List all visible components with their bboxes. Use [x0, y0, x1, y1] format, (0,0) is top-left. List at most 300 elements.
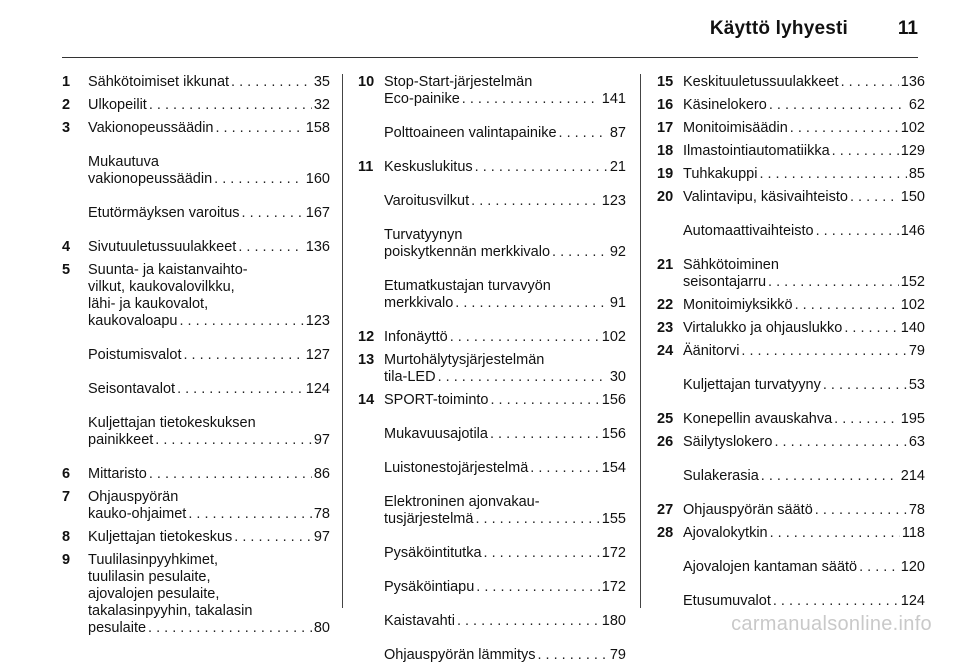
entry-body: [88, 120, 330, 137]
entry-label: Polttoaineen valintapainike: [384, 125, 557, 141]
entry-page-link[interactable]: 97: [313, 432, 330, 448]
index-column-2: [358, 74, 626, 664]
entry-page-link[interactable]: 124: [900, 593, 925, 609]
entry-body: [683, 434, 925, 451]
entry-label: Poistumisvalot: [88, 347, 182, 363]
dot-leader: [823, 377, 907, 394]
entry-line: [683, 502, 925, 519]
entry-page-link[interactable]: 78: [313, 506, 330, 522]
index-entry[interactable]: [358, 460, 626, 477]
dot-leader: [841, 74, 899, 91]
entry-number: 27: [657, 502, 674, 518]
entry-label: Valintavipu, käsivaihteisto: [683, 189, 848, 205]
index-entry[interactable]: [62, 97, 330, 114]
entry-body: [88, 262, 330, 330]
entry-line: [683, 97, 925, 114]
entry-body: [384, 460, 626, 477]
entry-line: [683, 525, 925, 542]
entry-line: [384, 295, 626, 312]
entry-label: merkkivalo: [384, 295, 454, 311]
entry-label: Ajovalokytkin: [683, 525, 768, 541]
entry-body: [88, 489, 330, 523]
entry-line: [683, 377, 925, 394]
entry-page-link[interactable]: 102: [900, 120, 925, 136]
entry-page-link[interactable]: 21: [609, 159, 626, 175]
index-entry[interactable]: [358, 74, 626, 108]
entry-label: Säilytyslokero: [683, 434, 773, 450]
dot-leader: [490, 426, 600, 443]
index-column-3: [657, 74, 925, 610]
entry-page-link[interactable]: 78: [908, 502, 925, 518]
entry-page-link[interactable]: 172: [601, 579, 626, 595]
dot-leader: [815, 502, 907, 519]
entry-body: [384, 426, 626, 443]
entry-page-link[interactable]: 97: [313, 529, 330, 545]
index-entry[interactable]: [657, 297, 925, 314]
entry-number: 20: [657, 189, 674, 205]
entry-number: 24: [657, 343, 674, 359]
entry-line: [683, 223, 925, 240]
index-entry[interactable]: [358, 426, 626, 443]
entry-line: [384, 227, 626, 244]
entry-line: [88, 529, 330, 546]
index-entry[interactable]: [358, 494, 626, 528]
dot-leader: [462, 91, 600, 108]
dot-leader: [231, 74, 312, 91]
entry-page-link[interactable]: 167: [305, 205, 330, 221]
index-entry[interactable]: [657, 320, 925, 337]
entry-label: Keskituuletussuulakkeet: [683, 74, 839, 90]
entry-page-link[interactable]: 136: [305, 239, 330, 255]
entry-body: [683, 120, 925, 137]
dot-leader: [759, 166, 906, 183]
entry-label: Murtohälytysjärjestelmän: [384, 352, 545, 368]
entry-label: Suunta- ja kaistanvaihto-: [88, 262, 248, 278]
dot-leader: [484, 545, 600, 562]
dot-leader: [559, 125, 608, 142]
entry-line: [683, 593, 925, 610]
index-entry[interactable]: [358, 193, 626, 210]
entry-line: [88, 279, 330, 296]
entry-page-link[interactable]: 124: [305, 381, 330, 397]
entry-label: Ajovalojen kantaman säätö: [683, 559, 858, 575]
entry-body: [88, 154, 330, 188]
dot-leader: [770, 525, 900, 542]
entry-label: Sivutuuletussuulakkeet: [88, 239, 237, 255]
index-entry[interactable]: [62, 489, 330, 523]
entry-body: [88, 74, 330, 91]
entry-line: [88, 432, 330, 449]
entry-number: 22: [657, 297, 674, 313]
entry-number: 5: [62, 262, 71, 278]
entry-page-link[interactable]: 85: [908, 166, 925, 182]
dot-leader: [774, 434, 906, 451]
dot-leader: [795, 297, 899, 314]
entry-number: 28: [657, 525, 674, 541]
entry-label: vilkut, kaukovalovilkku,: [88, 279, 235, 295]
entry-label: vakionopeussäädin: [88, 171, 213, 187]
entry-line: [384, 278, 626, 295]
entry-number: 19: [657, 166, 674, 182]
entry-number: 2: [62, 97, 71, 113]
index-entry[interactable]: [657, 166, 925, 183]
entry-label: Sähkötoiminen: [683, 257, 779, 273]
dot-leader: [214, 171, 304, 188]
entry-label: Stop-Start-järjestelmän: [384, 74, 533, 90]
entry-number: 25: [657, 411, 674, 427]
entry-number: 12: [358, 329, 375, 345]
watermark: carmanualsonline.info: [731, 613, 932, 635]
dot-leader: [455, 295, 608, 312]
index-entry[interactable]: [657, 411, 925, 428]
entry-line: [683, 468, 925, 485]
entry-body: [88, 529, 330, 546]
entry-body: [683, 559, 925, 576]
index-entry[interactable]: [358, 159, 626, 176]
index-entry[interactable]: [657, 223, 925, 240]
entry-line: [88, 120, 330, 137]
entry-page-link[interactable]: 102: [601, 329, 626, 345]
entry-page-link[interactable]: 35: [313, 74, 330, 90]
dot-leader: [148, 620, 312, 637]
index-entry[interactable]: [62, 262, 330, 330]
entry-page-link[interactable]: 123: [601, 193, 626, 209]
entry-body: [384, 193, 626, 210]
entry-page-link[interactable]: 140: [900, 320, 925, 336]
dot-leader: [538, 647, 608, 664]
entry-line: [88, 97, 330, 114]
entry-line: [88, 586, 330, 603]
entry-page-link[interactable]: 152: [900, 274, 925, 290]
index-entry[interactable]: [657, 468, 925, 485]
entry-page-link[interactable]: 92: [609, 244, 626, 260]
entry-label: Keskuslukitus: [384, 159, 473, 175]
entry-line: [88, 489, 330, 506]
entry-body: [384, 227, 626, 261]
entry-line: [384, 613, 626, 630]
entry-label: pesulaite: [88, 620, 147, 636]
entry-label: Kaistavahti: [384, 613, 455, 629]
entry-body: [683, 189, 925, 206]
entry-body: [88, 205, 330, 222]
entry-body: [88, 466, 330, 483]
dot-leader: [234, 529, 312, 546]
entry-body: [88, 347, 330, 364]
entry-body: [683, 468, 925, 485]
dot-leader: [859, 559, 899, 576]
header-divider: [62, 57, 918, 58]
entry-line: [384, 329, 626, 346]
entry-line: [88, 171, 330, 188]
entry-number: 14: [358, 392, 375, 408]
index-entry[interactable]: [657, 502, 925, 519]
entry-page-link[interactable]: 155: [601, 511, 626, 527]
index-entry[interactable]: [358, 278, 626, 312]
dot-leader: [238, 239, 303, 256]
entry-label: Ohjauspyörän: [88, 489, 179, 505]
entry-page-link[interactable]: 160: [305, 171, 330, 187]
entry-label: Mukavuusajotila: [384, 426, 488, 442]
entry-page-link[interactable]: 63: [908, 434, 925, 450]
entry-number: 23: [657, 320, 674, 336]
entry-page-link[interactable]: 62: [908, 97, 925, 113]
dot-leader: [552, 244, 608, 261]
index-entry[interactable]: [358, 647, 626, 664]
entry-line: [88, 603, 330, 620]
entry-line: [88, 313, 330, 330]
entry-number: 17: [657, 120, 674, 136]
dot-leader: [450, 329, 600, 346]
entry-page-link[interactable]: 87: [609, 125, 626, 141]
entry-line: [683, 320, 925, 337]
index-entry[interactable]: [657, 593, 925, 610]
entry-label: Mukautuva: [88, 154, 159, 170]
dot-leader: [844, 320, 898, 337]
entry-line: [88, 552, 330, 569]
entry-line: [88, 466, 330, 483]
entry-line: [683, 274, 925, 291]
entry-label: Ohjauspyörän lämmitys: [384, 647, 536, 663]
index-entry[interactable]: [358, 352, 626, 386]
index-entry[interactable]: [62, 381, 330, 398]
dot-leader: [177, 381, 304, 398]
entry-body: [683, 593, 925, 610]
entry-page-link[interactable]: 32: [313, 97, 330, 113]
index-entry[interactable]: [657, 74, 925, 91]
entry-label: Luistonestojärjestelmä: [384, 460, 529, 476]
entry-body: [384, 352, 626, 386]
index-entry[interactable]: [62, 239, 330, 256]
entry-line: [384, 545, 626, 562]
entry-label: painikkeet: [88, 432, 154, 448]
dot-leader: [790, 120, 899, 137]
entry-body: [384, 545, 626, 562]
entry-line: [88, 506, 330, 523]
index-entry[interactable]: [657, 257, 925, 291]
entry-page-link[interactable]: 79: [908, 343, 925, 359]
dot-leader: [180, 313, 304, 330]
entry-line: [384, 579, 626, 596]
entry-number: 18: [657, 143, 674, 159]
entry-page-link[interactable]: 154: [601, 460, 626, 476]
entry-line: [384, 352, 626, 369]
entry-line: [683, 297, 925, 314]
index-entry[interactable]: [62, 552, 330, 637]
entry-page-link[interactable]: 141: [601, 91, 626, 107]
dot-leader: [834, 411, 899, 428]
entry-page-link[interactable]: 91: [609, 295, 626, 311]
entry-page-link[interactable]: 102: [900, 297, 925, 313]
entry-line: [384, 74, 626, 91]
entry-line: [683, 166, 925, 183]
index-entry[interactable]: [657, 559, 925, 576]
index-entry[interactable]: [657, 377, 925, 394]
entry-page-link[interactable]: 214: [900, 468, 925, 484]
dot-leader: [773, 593, 899, 610]
index-entry[interactable]: [358, 579, 626, 596]
entry-line: [683, 343, 925, 360]
entry-page-link[interactable]: 123: [305, 313, 330, 329]
dot-leader: [475, 159, 608, 176]
entry-label: ajovalojen pesulaite,: [88, 586, 220, 602]
entry-number: 11: [358, 159, 374, 175]
dot-leader: [768, 274, 899, 291]
index-entry[interactable]: [657, 343, 925, 360]
entry-line: [384, 244, 626, 261]
entry-page-link[interactable]: 172: [601, 545, 626, 561]
index-entry[interactable]: [62, 347, 330, 364]
dot-leader: [149, 466, 312, 483]
entry-body: [384, 278, 626, 312]
entry-line: [683, 257, 925, 274]
entry-page-link[interactable]: 180: [601, 613, 626, 629]
entry-label: Pysäköintiapu: [384, 579, 475, 595]
index-entry[interactable]: [657, 434, 925, 451]
entry-page-link[interactable]: 150: [900, 189, 925, 205]
entry-page-link[interactable]: 118: [901, 525, 925, 541]
index-entry[interactable]: [62, 466, 330, 483]
index-entry[interactable]: [358, 392, 626, 409]
entry-number: 6: [62, 466, 71, 482]
entry-page-link[interactable]: 136: [900, 74, 925, 90]
entry-number: 15: [657, 74, 674, 90]
dot-leader: [761, 468, 899, 485]
entry-page-link[interactable]: 120: [900, 559, 925, 575]
entry-number: 16: [657, 97, 674, 113]
dot-leader: [850, 189, 899, 206]
entry-body: [88, 415, 330, 449]
entry-body: [384, 159, 626, 176]
entry-label: seisontajarru: [683, 274, 767, 290]
index-entry[interactable]: [657, 525, 925, 542]
entry-label: Monitoimiyksikkö: [683, 297, 793, 313]
column-divider: [640, 74, 641, 608]
dot-leader: [769, 97, 907, 114]
entry-line: [384, 511, 626, 528]
index-entry[interactable]: [657, 120, 925, 137]
entry-label: Pysäköintitutka: [384, 545, 482, 561]
entry-line: [384, 460, 626, 477]
entry-number: 21: [657, 257, 674, 273]
index-entry[interactable]: [62, 529, 330, 546]
entry-body: [88, 381, 330, 398]
entry-page-link[interactable]: 156: [601, 426, 626, 442]
dot-leader: [475, 511, 599, 528]
entry-number: 10: [358, 74, 375, 90]
entry-page-link[interactable]: 30: [609, 369, 626, 385]
dot-leader: [530, 460, 600, 477]
dot-leader: [155, 432, 312, 449]
index-entry[interactable]: [62, 74, 330, 91]
entry-label: Etutörmäyksen varoitus: [88, 205, 240, 221]
entry-body: [683, 74, 925, 91]
entry-page-link[interactable]: 79: [609, 647, 626, 663]
index-column-1: [62, 74, 330, 637]
entry-line: [384, 392, 626, 409]
entry-line: [88, 296, 330, 313]
entry-label: kauko-ohjaimet: [88, 506, 187, 522]
entry-label: Kuljettajan tietokeskus: [88, 529, 233, 545]
entry-page-link[interactable]: 146: [900, 223, 925, 239]
entry-page-link[interactable]: 80: [313, 620, 330, 636]
entry-label: takalasinpyyhin, takalasin: [88, 603, 253, 619]
entry-body: [683, 377, 925, 394]
entry-label: Kuljettajan turvatyyny: [683, 377, 821, 393]
entry-label: Infonäyttö: [384, 329, 448, 345]
entry-page-link[interactable]: 195: [900, 411, 925, 427]
index-entry[interactable]: [358, 613, 626, 630]
entry-label: kaukovaloapu: [88, 313, 178, 329]
entry-line: [384, 91, 626, 108]
entry-body: [683, 97, 925, 114]
column-divider: [342, 74, 343, 608]
entry-label: Varoitusvilkut: [384, 193, 470, 209]
entry-body: [384, 494, 626, 528]
index-entry[interactable]: [657, 189, 925, 206]
index-entry[interactable]: [657, 143, 925, 160]
page-title: Käyttö lyhyesti: [709, 18, 848, 39]
entry-label: Konepellin avauskahva: [683, 411, 833, 427]
entry-line: [88, 620, 330, 637]
entry-line: [88, 381, 330, 398]
entry-body: [384, 392, 626, 409]
entry-number: 3: [62, 120, 71, 136]
entry-label: Monitoimisäädin: [683, 120, 788, 136]
entry-label: Eco-painike: [384, 91, 460, 107]
entry-page-link[interactable]: 129: [900, 143, 925, 159]
index-entry[interactable]: [358, 545, 626, 562]
index-entry[interactable]: [62, 154, 330, 188]
entry-body: [384, 329, 626, 346]
entry-label: Käsinelokero: [683, 97, 767, 113]
dot-leader: [471, 193, 600, 210]
index-entry[interactable]: [358, 227, 626, 261]
entry-label: poiskytkennän merkkivalo: [384, 244, 551, 260]
entry-label: Sähkötoimiset ikkunat: [88, 74, 230, 90]
dot-leader: [242, 205, 304, 222]
entry-line: [88, 239, 330, 256]
entry-body: [88, 97, 330, 114]
entry-label: Mittaristo: [88, 466, 147, 482]
entry-line: [384, 647, 626, 664]
index-entry[interactable]: [62, 205, 330, 222]
entry-body: [683, 411, 925, 428]
dot-leader: [457, 613, 600, 630]
page-number: 11: [897, 18, 918, 39]
entry-page-link[interactable]: 53: [908, 377, 925, 393]
entry-label: Sulakerasia: [683, 468, 759, 484]
dot-leader: [741, 343, 906, 360]
entry-line: [88, 415, 330, 432]
entry-page-link[interactable]: 127: [305, 347, 330, 363]
entry-number: 9: [62, 552, 71, 568]
dot-leader: [491, 392, 600, 409]
entry-label: Seisontavalot: [88, 381, 176, 397]
entry-page-link[interactable]: 158: [305, 120, 330, 136]
entry-body: [384, 74, 626, 108]
dot-leader: [216, 120, 304, 137]
index-entry[interactable]: [62, 415, 330, 449]
index-entry[interactable]: [657, 97, 925, 114]
entry-line: [384, 159, 626, 176]
entry-page-link[interactable]: 156: [601, 392, 626, 408]
entry-label: tusjärjestelmä: [384, 511, 474, 527]
index-entry[interactable]: [62, 120, 330, 137]
index-entry[interactable]: [358, 329, 626, 346]
entry-page-link[interactable]: 86: [313, 466, 330, 482]
index-entry[interactable]: [358, 125, 626, 142]
entry-line: [88, 569, 330, 586]
